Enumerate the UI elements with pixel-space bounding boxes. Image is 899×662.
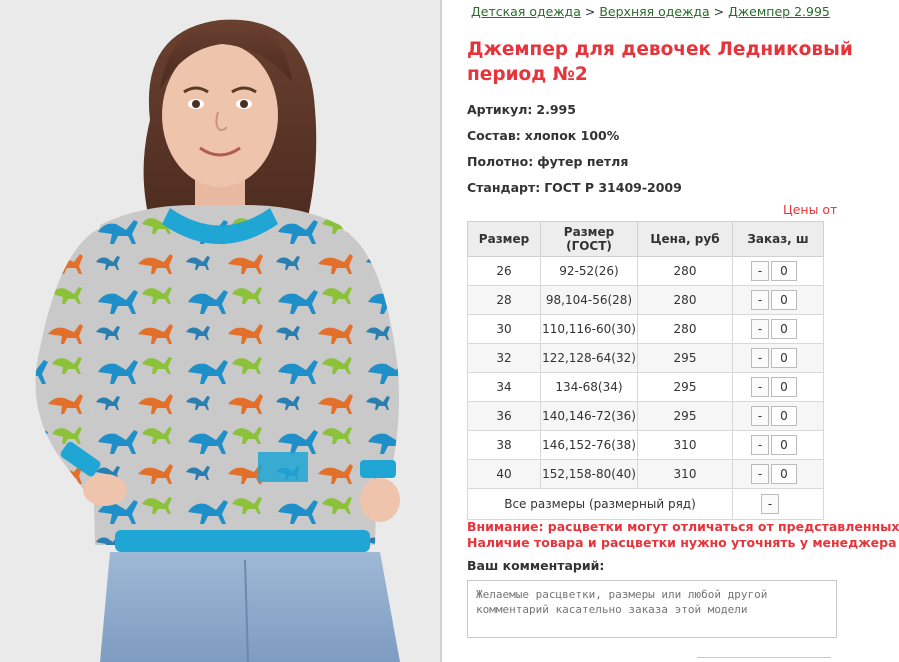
cell-order bbox=[733, 286, 824, 315]
table-row bbox=[468, 460, 824, 489]
spec-article bbox=[467, 102, 576, 117]
cell-size: 32 bbox=[468, 344, 541, 373]
quantity-input[interactable]: 0 bbox=[771, 377, 797, 397]
quantity-input[interactable]: 0 bbox=[771, 319, 797, 339]
header-price: Цена, руб bbox=[638, 222, 733, 257]
table-header-row bbox=[468, 222, 824, 257]
submit-area-edge bbox=[697, 657, 831, 662]
cell-price: 280 bbox=[638, 315, 733, 344]
quantity-stepper bbox=[751, 435, 797, 455]
color-warning bbox=[467, 519, 899, 551]
header-size: Размер bbox=[468, 222, 541, 257]
quantity-stepper bbox=[751, 319, 797, 339]
comment-textarea[interactable] bbox=[467, 580, 837, 638]
cell-order bbox=[733, 315, 824, 344]
size-price-table bbox=[467, 221, 824, 520]
table-row bbox=[468, 286, 824, 315]
product-title-line1: Джемпер для девочек Ледниковый bbox=[467, 39, 853, 60]
breadcrumb-separator: > bbox=[584, 4, 596, 19]
spec-fabric bbox=[467, 154, 628, 169]
all-sizes-row bbox=[468, 489, 824, 520]
table-row bbox=[468, 431, 824, 460]
quantity-stepper bbox=[751, 261, 797, 281]
price-note: Цены от bbox=[783, 202, 838, 217]
all-sizes-qty-cell bbox=[733, 489, 824, 520]
cell-price: 280 bbox=[638, 286, 733, 315]
cell-size: 30 bbox=[468, 315, 541, 344]
spec-label: Состав: bbox=[467, 128, 521, 143]
spec-composition bbox=[467, 128, 619, 143]
breadcrumb-link-kids-clothing[interactable]: Детская одежда bbox=[471, 4, 581, 19]
decrement-button[interactable]: - bbox=[751, 348, 769, 368]
breadcrumb bbox=[471, 4, 830, 19]
product-image-girl-in-dinosaur-sweater bbox=[0, 0, 440, 662]
all-sizes-label: Все размеры (размерный ряд) bbox=[468, 489, 733, 520]
cell-size-gost: 152,158-80(40) bbox=[541, 460, 638, 489]
quantity-stepper bbox=[751, 377, 797, 397]
quantity-input[interactable]: 0 bbox=[771, 406, 797, 426]
cell-price: 295 bbox=[638, 344, 733, 373]
table-row bbox=[468, 344, 824, 373]
spec-label: Полотно: bbox=[467, 154, 534, 169]
quantity-stepper bbox=[751, 464, 797, 484]
size-rows bbox=[468, 257, 824, 489]
cell-price: 295 bbox=[638, 402, 733, 431]
decrement-button[interactable]: - bbox=[751, 464, 769, 484]
quantity-input[interactable]: 0 bbox=[771, 435, 797, 455]
table-row bbox=[468, 373, 824, 402]
cell-order bbox=[733, 344, 824, 373]
cell-order bbox=[733, 373, 824, 402]
table-row bbox=[468, 402, 824, 431]
quantity-input[interactable]: 0 bbox=[771, 348, 797, 368]
cell-size: 40 bbox=[468, 460, 541, 489]
quantity-input[interactable]: 0 bbox=[771, 290, 797, 310]
cell-size-gost: 134-68(34) bbox=[541, 373, 638, 402]
cell-price: 295 bbox=[638, 373, 733, 402]
cell-size-gost: 140,146-72(36) bbox=[541, 402, 638, 431]
cell-size-gost: 110,116-60(30) bbox=[541, 315, 638, 344]
cell-size: 28 bbox=[468, 286, 541, 315]
decrement-button[interactable]: - bbox=[751, 435, 769, 455]
cell-size-gost: 146,152-76(38) bbox=[541, 431, 638, 460]
table-row bbox=[468, 315, 824, 344]
cell-order bbox=[733, 460, 824, 489]
decrement-button[interactable]: - bbox=[751, 290, 769, 310]
quantity-input[interactable]: 0 bbox=[771, 261, 797, 281]
warning-line2: Наличие товара и расцветки нужно уточнять у менеджера bbox=[467, 535, 897, 550]
spec-standard bbox=[467, 180, 682, 195]
cell-price: 310 bbox=[638, 460, 733, 489]
header-size-gost: Размер (ГОСТ) bbox=[541, 222, 638, 257]
quantity-input[interactable]: 0 bbox=[771, 464, 797, 484]
breadcrumb-link-outerwear[interactable]: Верхняя одежда bbox=[599, 4, 710, 19]
spec-value: хлопок 100% bbox=[524, 128, 620, 143]
photo-divider bbox=[440, 0, 442, 662]
cell-size-gost: 122,128-64(32) bbox=[541, 344, 638, 373]
cell-price: 310 bbox=[638, 431, 733, 460]
decrement-button[interactable]: - bbox=[751, 319, 769, 339]
spec-value: футер петля bbox=[537, 154, 629, 169]
table-row bbox=[468, 257, 824, 286]
quantity-stepper bbox=[751, 290, 797, 310]
decrement-button[interactable]: - bbox=[751, 261, 769, 281]
cell-size: 34 bbox=[468, 373, 541, 402]
spec-value: ГОСТ Р 31409-2009 bbox=[544, 180, 682, 195]
all-sizes-decrement-button[interactable]: - bbox=[761, 494, 779, 514]
product-title-line2: период №2 bbox=[467, 64, 588, 85]
cell-size-gost: 98,104-56(28) bbox=[541, 286, 638, 315]
cell-size: 26 bbox=[468, 257, 541, 286]
product-info bbox=[467, 0, 899, 662]
comment-label: Ваш комментарий: bbox=[467, 558, 605, 573]
cell-order bbox=[733, 431, 824, 460]
product-title bbox=[467, 37, 853, 87]
decrement-button[interactable]: - bbox=[751, 377, 769, 397]
spec-label: Стандарт: bbox=[467, 180, 541, 195]
warning-line1: Внимание: расцветки могут отличаться от представленных bbox=[467, 519, 899, 534]
cell-size: 36 bbox=[468, 402, 541, 431]
quantity-stepper bbox=[751, 406, 797, 426]
cell-order bbox=[733, 257, 824, 286]
breadcrumb-separator: > bbox=[713, 4, 725, 19]
decrement-button[interactable]: - bbox=[751, 406, 769, 426]
quantity-stepper bbox=[751, 348, 797, 368]
cell-size: 38 bbox=[468, 431, 541, 460]
breadcrumb-link-current-product[interactable]: Джемпер 2.995 bbox=[728, 4, 830, 19]
product-photo bbox=[0, 0, 440, 662]
spec-value: 2.995 bbox=[536, 102, 576, 117]
cell-price: 280 bbox=[638, 257, 733, 286]
cell-size-gost: 92-52(26) bbox=[541, 257, 638, 286]
cell-order bbox=[733, 402, 824, 431]
header-order: Заказ, ш bbox=[733, 222, 824, 257]
spec-label: Артикул: bbox=[467, 102, 533, 117]
